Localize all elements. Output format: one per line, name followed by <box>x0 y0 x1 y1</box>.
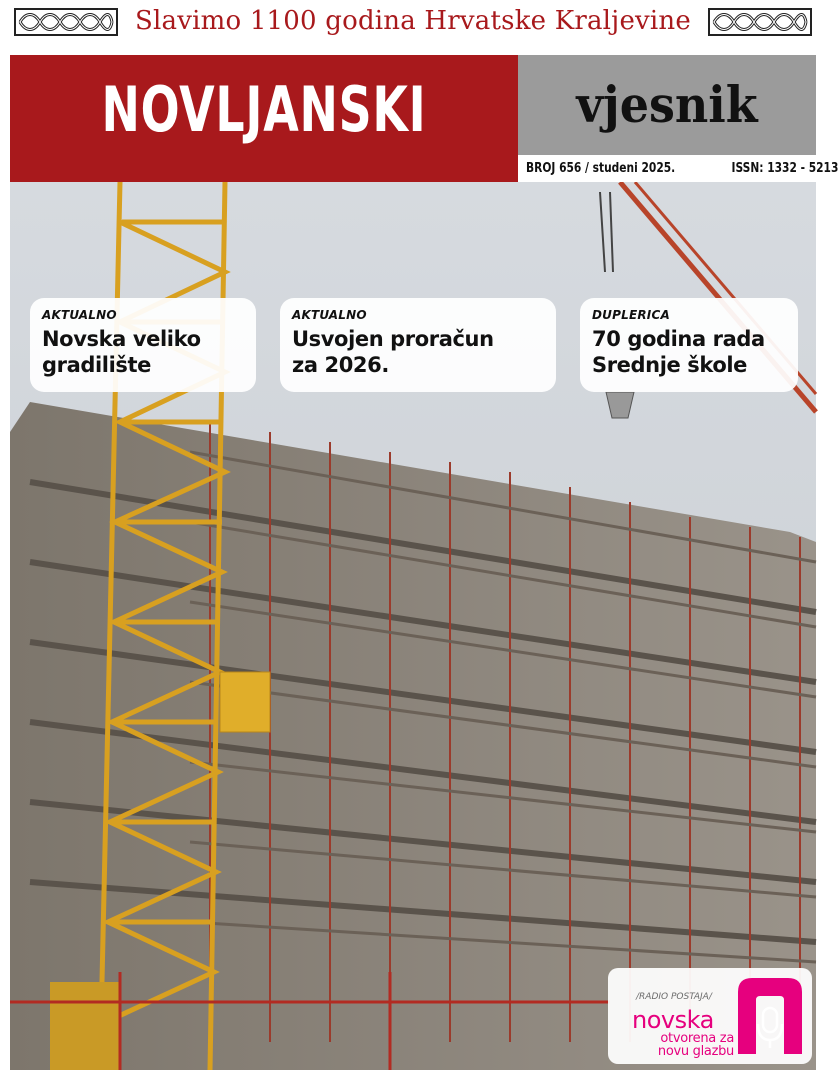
radio-slogan-line: novu glazbu <box>657 1044 734 1059</box>
masthead-subtitle: vjesnik <box>576 75 758 134</box>
story-headline <box>292 326 544 378</box>
masthead-title: NOVLJANSKI <box>101 73 427 146</box>
top-banner <box>0 0 826 52</box>
story-kicker: AKTUALNO <box>292 308 367 322</box>
radio-tag: /RADIO POSTAJA/ <box>636 992 712 1002</box>
radio-logo-microphone-icon <box>734 978 806 1054</box>
story-headline <box>592 326 786 378</box>
story-headline-line: za 2026. <box>292 353 389 377</box>
radio-novska-badge[interactable] <box>608 968 812 1064</box>
issue-number: BROJ 656 / studeni 2025. <box>526 161 676 176</box>
story-card-school[interactable] <box>580 298 798 392</box>
story-card-budget[interactable] <box>280 298 556 392</box>
masthead-subtitle-block <box>518 55 816 155</box>
croatian-knot-ornament-icon <box>708 8 812 36</box>
issn-number: ISSN: 1332 - 5213 <box>731 161 838 176</box>
story-headline-line: Novska veliko <box>42 327 201 351</box>
story-card-construction[interactable] <box>30 298 256 392</box>
anniversary-banner-text: Slavimo 1100 godina Hrvatske Kraljevine <box>135 6 691 36</box>
masthead-title-block <box>10 55 518 182</box>
issue-info-bar <box>518 155 838 182</box>
story-kicker: DUPLERICA <box>592 308 670 322</box>
story-headline-line: gradilište <box>42 353 151 377</box>
radio-name: novska <box>632 1006 714 1034</box>
radio-slogan <box>634 1032 734 1058</box>
radio-slogan-line: otvorena za <box>660 1031 734 1046</box>
story-headline <box>42 326 244 378</box>
story-headline-line: Srednje škole <box>592 353 748 377</box>
story-headline-line: 70 godina rada <box>592 327 765 351</box>
story-headline-line: Usvojen proračun <box>292 327 494 351</box>
story-kicker: AKTUALNO <box>42 308 117 322</box>
